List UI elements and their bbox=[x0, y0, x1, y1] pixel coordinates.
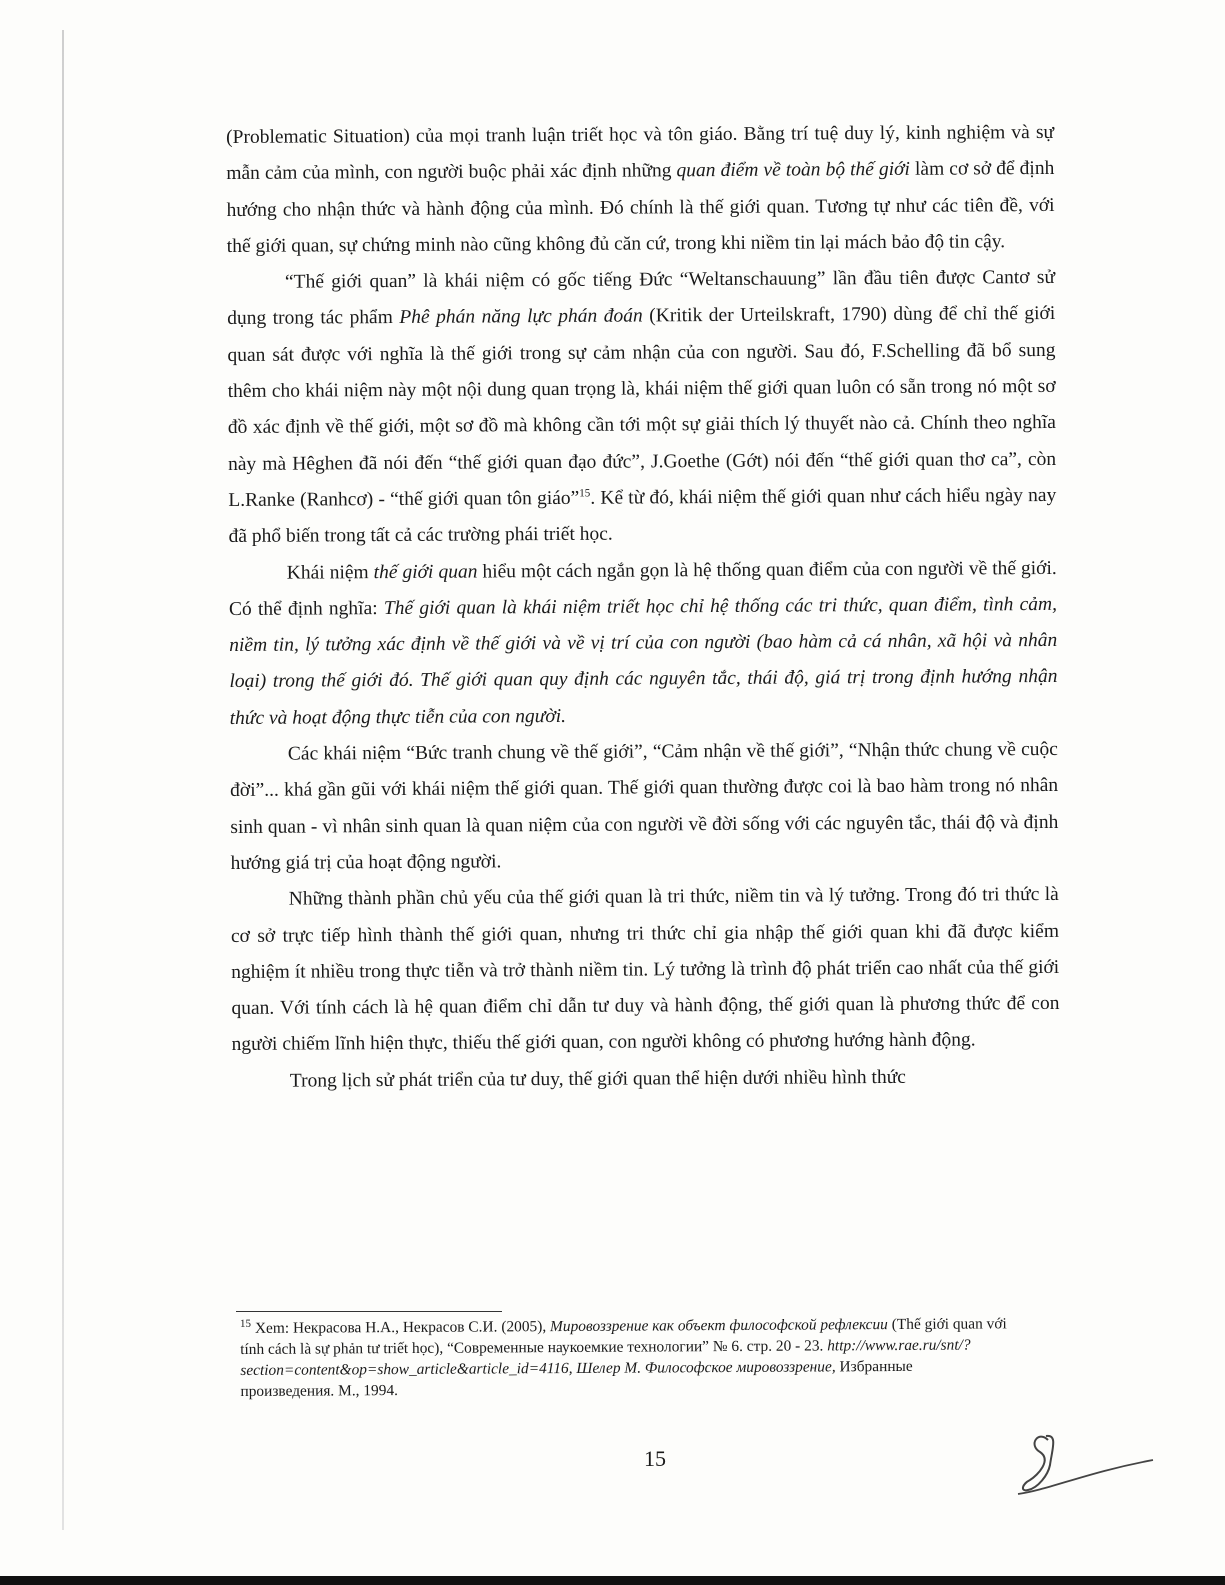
scan-edge-bottom bbox=[0, 1576, 1225, 1585]
paragraph-p2 bbox=[227, 260, 1057, 555]
text-run: hiểu một cách ngắn gọn là hệ thống quan điểm của con người về thế giới. Có thể định nghĩa: bbox=[228, 557, 1057, 620]
text-run: “Thế giới quan” là khái niệm có gốc tiếng Đức “Weltanschauung” lần đầu tiên được Cantơ sử dụng trong tác phẩm bbox=[227, 267, 1056, 330]
italic-text: quan điểm về toàn bộ thế giới bbox=[676, 159, 911, 182]
text-run: (Kritik der Urteilskraft, 1790) dùng để chỉ thế giới quan sát được với nghĩa là thế giới trong sự cảm nhận của con người. Sau đó, F.Schelling đã bổ sung thêm cho khái niệm này một nội dung quan trọng là, khái niệm thế giới quan luôn có sẵn trong nó một sơ đồ xác định về thế giới, một sơ đồ mà không cần tới một sự giải thích lý thuyết nào cả. Chính theo nghĩa này mà Hêghen đã nói đến “thế giới quan đạo đức”, J.Goethe (Gớt) nói đến “thế giới quan thơ ca”, còn L.Ranke (Ranhcơ) - “thế giới quan tôn giáo” bbox=[227, 303, 1057, 511]
paragraph-p6 bbox=[232, 1059, 1060, 1100]
text-run: Những thành phần chủ yếu của thế giới quan là tri thức, niềm tin và lý tưởng. Trong đó tri thức là cơ sở trực tiếp hình thành thế giới quan, nhưng tri thức chỉ gia nhập thế giới quan khi đã được kiểm nghiệm ít nhiều trong thực tiễn và trở thành niềm tin. Lý tưởng là trình độ phát triển cao nhất của thế giới quan. Với tính cách là hệ quan điểm chỉ dẫn tư duy và hành động, thế giới quan là phương thức để con người chiếm lĩnh hiện thực, thiếu thế giới quan, con người không có phương hướng hành động. bbox=[230, 884, 1060, 1056]
footnote-ref: 15 bbox=[239, 1317, 252, 1330]
footnote-ref: 15 bbox=[579, 487, 591, 500]
footnote-separator bbox=[236, 1311, 502, 1312]
paragraph-p3 bbox=[229, 550, 1058, 737]
scan-edge-left bbox=[62, 30, 64, 1530]
italic-text: Phê phán năng lực phán đoán bbox=[399, 305, 643, 329]
italic-text: thế giới quan bbox=[373, 561, 478, 583]
paragraph-p5 bbox=[231, 877, 1060, 1064]
italic-text: Мировоззрение как объект философской рефлексии bbox=[549, 1316, 888, 1336]
italic-text: Thế giới quan là khái niệm triết học chỉ hệ thống các tri thức, quan điểm, tình cảm, niềm tin, lý tưởng xác định về thế giới và về vị trí của con người (bao hàm cả cá nhân, xã hội và nhân loại) trong thế giới đó. Thế giới quan quy định các nguyên tắc, thái độ, giá trị trong định hướng nhận thức và hoạt động thực tiễn của con người. bbox=[229, 593, 1058, 729]
text-run: Các khái niệm “Bức tranh chung về thế giới”, “Cảm nhận về thế giới”, “Nhận thức chung về cuộc đời”... khá gần gũi với khái niệm thế giới quan. Thế giới quan thường được coi là bao hàm trong nó nhân sinh quan - vì nhân sinh quan là quan niệm của con người về đời sống với các nguyên tắc, thái độ và định hướng giá trị của hoạt động người. bbox=[230, 738, 1059, 874]
text-run: . Kể từ đó, khái niệm thế giới quan như cách hiểu ngày nay đã phổ biến trong tất cả các trường phái triết học. bbox=[228, 484, 1057, 548]
text-run: Избранные произведения. М., 1994. bbox=[240, 1357, 913, 1400]
text-run: (Problematic Situation) của mọi tranh luận triết học và tôn giáo. Bằng trí tuệ duy lý, kinh nghiệm và sự mẫn cảm của mình, con người buộc phải xác định những bbox=[226, 121, 1055, 185]
text-run: Khái niệm bbox=[286, 561, 374, 584]
document-body bbox=[226, 115, 1060, 1100]
paragraph-p1 bbox=[226, 115, 1055, 265]
text-run: Xem: Некрасова Н.А., Некрасов С.И. (2005), bbox=[251, 1318, 551, 1337]
italic-text: http://www.rae.ru/snt/?section=content&op=show_article&article_id=4116, Шелер М. Философское мировоззрение, bbox=[240, 1336, 971, 1379]
text-run: Trong lịch sử phát triển của tư duy, thế giới quan thể hiện dưới nhiều hình thức bbox=[289, 1066, 906, 1092]
page-number: 15 bbox=[644, 1446, 666, 1471]
paragraph-p4 bbox=[230, 732, 1059, 882]
footnote-block bbox=[240, 1313, 1010, 1402]
text-run: (Thế giới quan với tính cách là sự phản tư triết học), “Современные наукоемкие технологии” № 6. стр. 20 - 23. bbox=[240, 1315, 1007, 1358]
handwritten-signature bbox=[1008, 1420, 1158, 1500]
footnote-15 bbox=[240, 1313, 1010, 1402]
text-run: làm cơ sở để định hướng cho nhận thức và hành động của mình. Đó chính là thế giới quan. Tương tự như các tiên đề, với thế giới quan, sự chứng minh nào cũng không đủ căn cứ, trong khi niềm tin lại mách bảo độ tin cậy. bbox=[226, 158, 1055, 257]
